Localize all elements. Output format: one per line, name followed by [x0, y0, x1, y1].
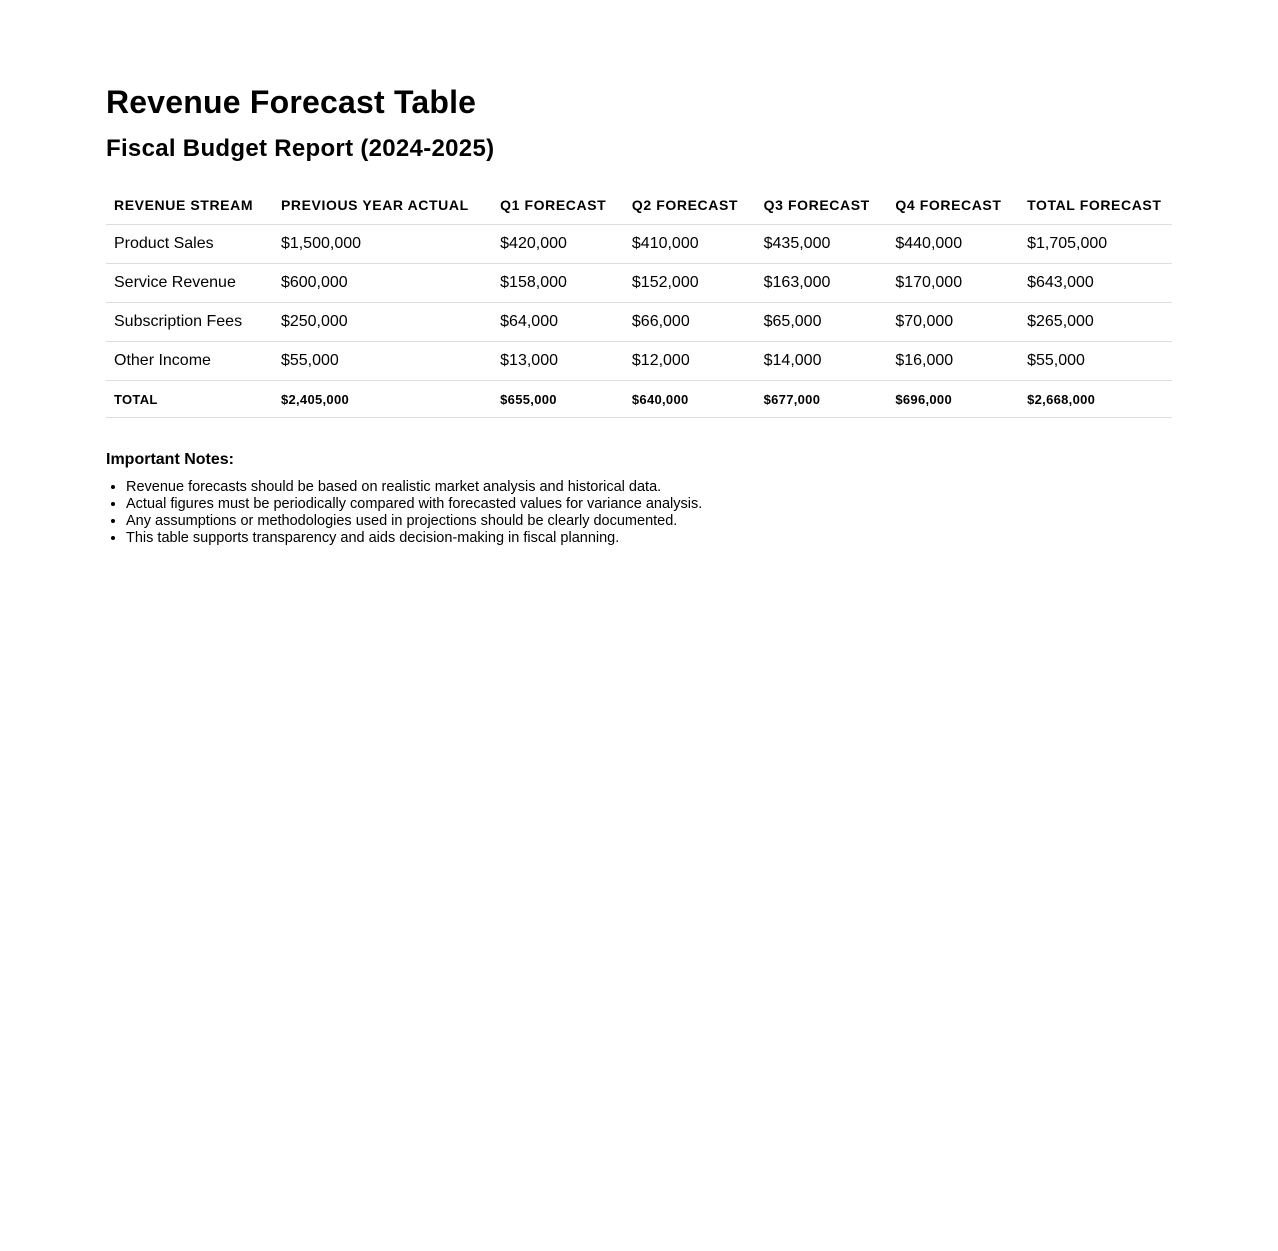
table-cell: $65,000 [756, 303, 888, 342]
table-cell: $158,000 [492, 264, 624, 303]
table-cell: $440,000 [887, 225, 1019, 264]
table-cell: $1,500,000 [273, 225, 492, 264]
header-q1-forecast: Q1 FORECAST [492, 186, 624, 225]
table-cell: $66,000 [624, 303, 756, 342]
table-row [106, 264, 1172, 303]
revenue-forecast-table [106, 186, 1172, 418]
list-item: • This table supports transparency and aids decision-making in fiscal planning. [126, 530, 1172, 547]
table-cell: $152,000 [624, 264, 756, 303]
table-cell: Other Income [106, 342, 273, 381]
header-revenue-stream: REVENUE STREAM [106, 186, 273, 225]
total-cell: $677,000 [756, 381, 888, 418]
list-item: • Revenue forecasts should be based on realistic market analysis and historical data. [126, 479, 1172, 496]
page-title: Revenue Forecast Table [106, 84, 477, 120]
table-header-row [106, 186, 1172, 225]
table-cell: $420,000 [492, 225, 624, 264]
table-cell: $250,000 [273, 303, 492, 342]
total-cell: $2,668,000 [1019, 381, 1172, 418]
table-cell: $16,000 [887, 342, 1019, 381]
table-cell: $410,000 [624, 225, 756, 264]
table-cell: Subscription Fees [106, 303, 273, 342]
table-cell: $14,000 [756, 342, 888, 381]
table-total-row [106, 381, 1172, 418]
table-cell: $70,000 [887, 303, 1019, 342]
total-cell: $2,405,000 [273, 381, 492, 418]
table-cell: $435,000 [756, 225, 888, 264]
table-row [106, 342, 1172, 381]
table-cell: $12,000 [624, 342, 756, 381]
table-row [106, 225, 1172, 264]
total-cell: $696,000 [887, 381, 1019, 418]
total-cell: $655,000 [492, 381, 624, 418]
table-cell: $600,000 [273, 264, 492, 303]
table-cell: $1,705,000 [1019, 225, 1172, 264]
table-cell: $170,000 [887, 264, 1019, 303]
page-subtitle: Fiscal Budget Report (2024-2025) [106, 135, 495, 162]
header-previous-year-actual: PREVIOUS YEAR ACTUAL [273, 186, 492, 225]
table-cell: $265,000 [1019, 303, 1172, 342]
document-page [0, 0, 1172, 547]
notes-list [106, 479, 1172, 547]
notes-title: Important Notes: [106, 451, 234, 468]
table-cell: $163,000 [756, 264, 888, 303]
table-cell: $643,000 [1019, 264, 1172, 303]
table-cell: Service Revenue [106, 264, 273, 303]
header-q4-forecast: Q4 FORECAST [887, 186, 1019, 225]
table-cell: $55,000 [1019, 342, 1172, 381]
table-cell: Product Sales [106, 225, 273, 264]
table-cell: $13,000 [492, 342, 624, 381]
header-q2-forecast: Q2 FORECAST [624, 186, 756, 225]
table-row [106, 303, 1172, 342]
list-item: • Actual figures must be periodically compared with forecasted values for variance analysis. [126, 496, 1172, 513]
total-cell: TOTAL [106, 381, 273, 418]
header-total-forecast: TOTAL FORECAST [1019, 186, 1172, 225]
header-q3-forecast: Q3 FORECAST [756, 186, 888, 225]
list-item: • Any assumptions or methodologies used in projections should be clearly documented. [126, 513, 1172, 530]
table-cell: $64,000 [492, 303, 624, 342]
total-cell: $640,000 [624, 381, 756, 418]
table-cell: $55,000 [273, 342, 492, 381]
